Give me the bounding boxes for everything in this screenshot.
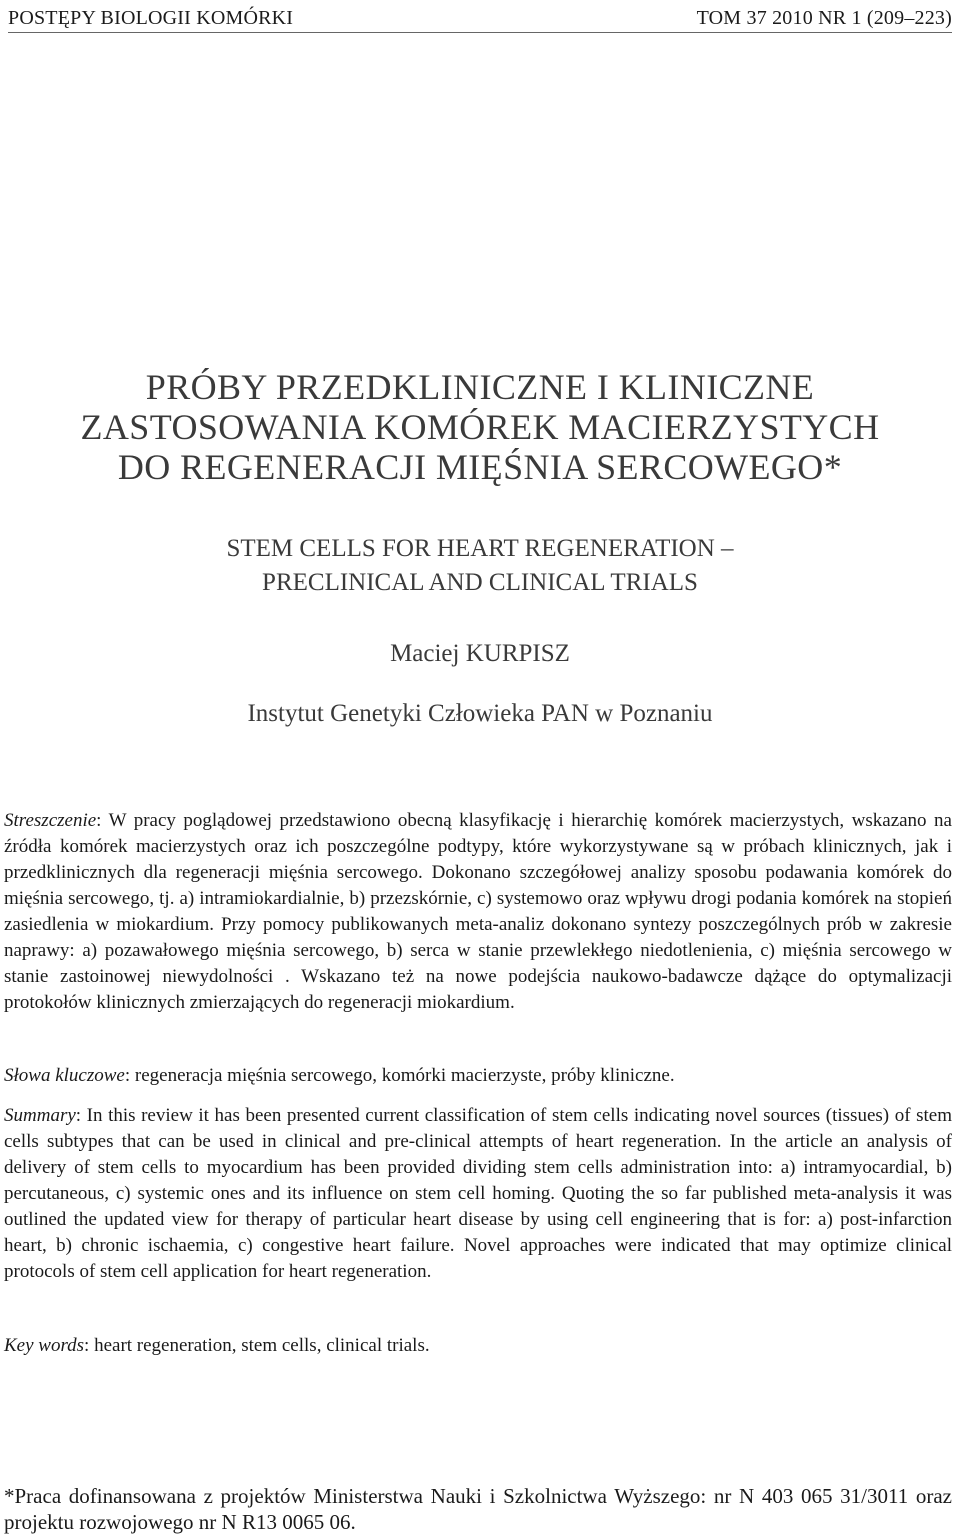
title-line: PRÓBY PRZEDKLINICZNE I KLINICZNE [145, 367, 815, 407]
funding-footnote: *Praca dofinansowana z projektów Ministerstwa Nauki i Szkolnictwa Wyższego: nr N 403 065 31/3011 oraz projektu rozwojowego nr N R13 0065 06. [4, 1484, 952, 1534]
english-title [0, 532, 960, 600]
volume-info: TOM 37 2010 NR 1 (209–223) [696, 6, 952, 29]
journal-name: POSTĘPY BIOLOGII KOMÓRKI [8, 6, 294, 29]
keywords-polish-text: : regeneracja mięśnia sercowego, komórki macierzyste, próby kliniczne. [124, 1065, 675, 1086]
subtitle-line: PRECLINICAL AND CLINICAL TRIALS [262, 569, 698, 596]
keywords-polish [4, 1063, 952, 1089]
keywords-english-text: : heart regeneration, stem cells, clinical trials. [84, 1335, 430, 1356]
author-name: Maciej KURPISZ [390, 640, 570, 667]
author-affiliation: Instytut Genetyki Człowieka PAN w Poznaniu [247, 700, 713, 727]
title-line: DO REGENERACJI MIĘŚNIA SERCOWEGO* [117, 447, 843, 487]
paper-title [0, 367, 960, 487]
abstract-polish [4, 808, 952, 1016]
keywords-english [4, 1333, 952, 1359]
keywords-english-label: Key words [4, 1335, 85, 1356]
abstract-english [4, 1103, 952, 1285]
abstract-english-label: Summary [4, 1105, 76, 1126]
subtitle-line: STEM CELLS FOR HEART REGENERATION – [226, 535, 734, 562]
running-head [8, 4, 952, 33]
title-line: ZASTOSOWANIA KOMÓREK MACIERZYSTYCH [80, 407, 880, 447]
abstract-polish-text: : W pracy poglądowej przedstawiono obecną klasyfikację i hierarchię komórek macierzystych, wskazano na źródła komórek macierzystych oraz ich poszczególne podtypy, które wykorzystywane są w próbach klinicznych, jak i przedklinicznych dla regeneracji mięśnia sercowego. Dokonano szczegółowej analizy sposobu podawania komórek do mięśnia sercowego, tj. a) intramiokardialnie, b) przezskórnie, c) systemowo oraz wpływu drogi podania komórek na stopień zasiedlenia w miokardium. Przy pomocy publikowanych meta-analiz dokonano syntezy poszczególnych prób w zakresie naprawy: a) pozawałowego mięśnia sercowego, b) serca w stanie przewlekłego niedotlenienia, c) mięśnia sercowego w stanie zastoinowej niewydolności . Wskazano też na nowe podejścia naukowo-badawcze dążące do optymalizacji protokołów klinicznych zmierzających do regeneracji miokardium. [4, 810, 952, 1013]
abstract-polish-label: Streszczenie [4, 810, 97, 831]
keywords-polish-label: Słowa kluczowe [4, 1065, 125, 1086]
abstract-english-text: : In this review it has been presented current classification of stem cells indicating novel sources (tissues) of stem cells subtypes that can be used in clinical and pre-clinical attempts of heart regeneration. In the article an analysis of delivery of stem cells to myocardium has been provided dividing stem cells administration into: a) intramyocardial, b) percutaneous, c) systemic ones and its influence on stem cell homing. Quoting the so far published meta-analysis it was outlined the updated view for therapy of particular heart disease by using cell engineering that is for: a) post-infarction heart, b) chronic ischaemia, c) congestive heart failure. Novel approaches were indicated that may optimize clinical protocols of stem cell application for heart regeneration. [4, 1105, 952, 1282]
